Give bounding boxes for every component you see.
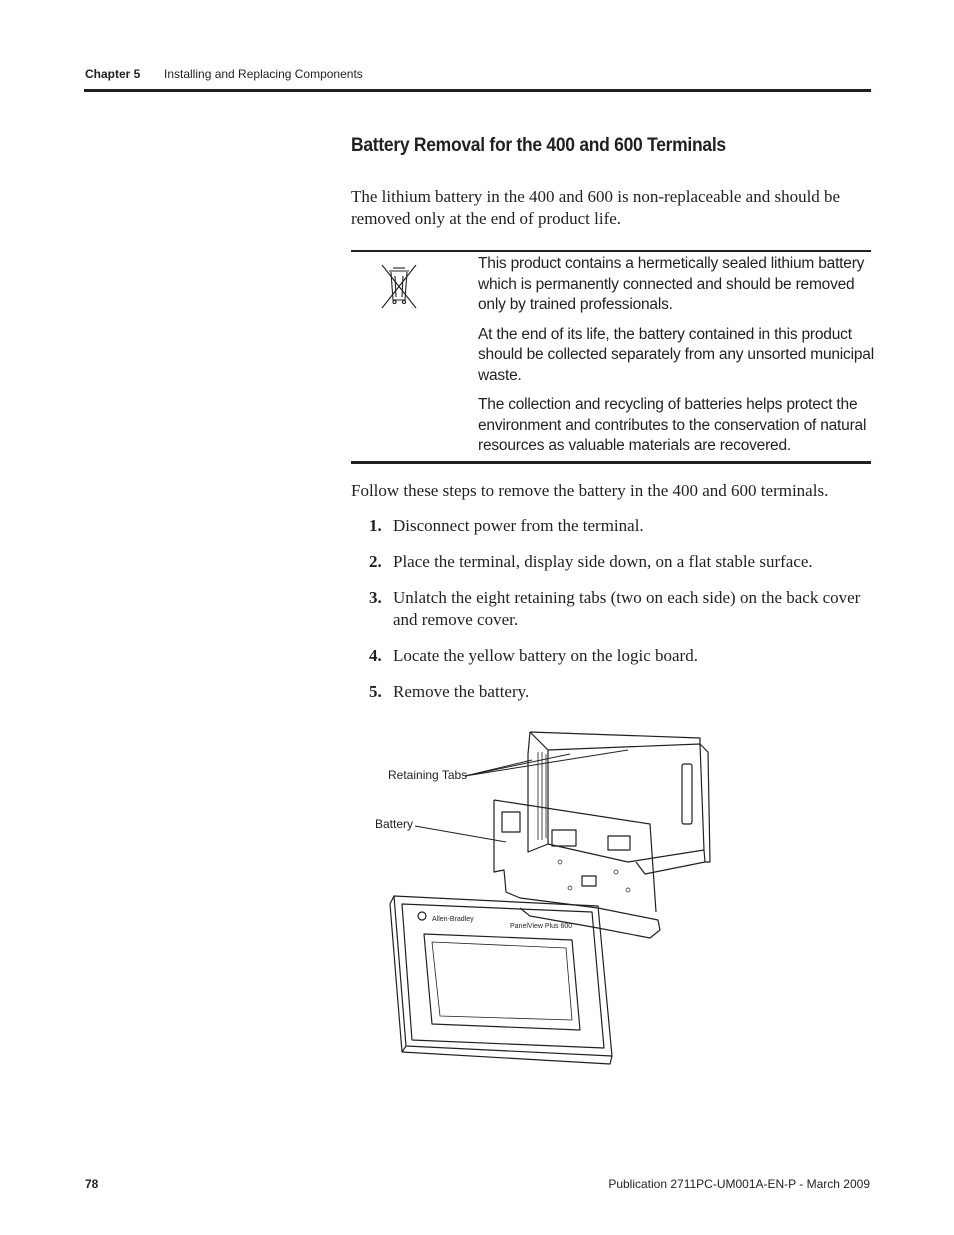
intro-paragraph: The lithium battery in the 400 and 600 is non-replaceable and should be removed only at the end of product life. <box>351 187 841 228</box>
list-item <box>369 551 874 573</box>
front-bezel <box>390 896 612 1064</box>
terminal-exploded-figure <box>370 712 720 1072</box>
battery-label: Battery <box>375 817 414 831</box>
step-text: Remove the battery. <box>393 682 530 701</box>
notice-bottom-rule <box>351 461 871 464</box>
section-title: Battery Removal for the 400 and 600 Terminals <box>351 135 726 156</box>
notice-paragraph: At the end of its life, the battery contained in this product should be collected separately from any unsorted municipal waste. <box>478 325 874 384</box>
step-text: Disconnect power from the terminal. <box>393 516 644 535</box>
crossed-out-bin-icon <box>380 264 418 310</box>
step-number: 1. <box>369 516 382 535</box>
page-number: 78 <box>85 1177 99 1191</box>
step-number: 2. <box>369 552 382 571</box>
step-number: 3. <box>369 588 382 607</box>
step-text: Unlatch the eight retaining tabs (two on each side) on the back cover and remove cover. <box>393 588 861 629</box>
procedure-steps <box>369 515 874 717</box>
model-text: PanelView Plus 600 <box>510 923 573 930</box>
leader-lines <box>415 750 628 842</box>
brand-text: Allen-Bradley <box>432 916 474 923</box>
publication-info: Publication 2711PC-UM001A-EN-P - March 2009 <box>608 1177 870 1191</box>
notice-paragraph: This product contains a hermetically sealed lithium battery which is permanently connected and should be removed only by trained professionals. <box>478 255 865 313</box>
retaining-tabs-label: Retaining Tabs <box>388 768 468 782</box>
running-header <box>85 67 363 81</box>
procedure-lead: Follow these steps to remove the battery in the 400 and 600 terminals. <box>351 481 829 500</box>
logic-board <box>494 800 660 938</box>
list-item <box>369 587 874 631</box>
chapter-title: Installing and Replacing Components <box>164 67 363 81</box>
step-text: Place the terminal, display side down, on a flat stable surface. <box>393 552 813 571</box>
header-rule <box>84 89 871 92</box>
list-item <box>369 681 874 703</box>
notice-text <box>478 254 874 466</box>
list-item <box>369 645 874 667</box>
back-cover <box>528 732 710 874</box>
step-number: 4. <box>369 646 382 665</box>
step-text: Locate the yellow battery on the logic board. <box>393 646 698 665</box>
list-item <box>369 515 874 537</box>
notice-top-rule <box>351 250 871 252</box>
step-number: 5. <box>369 682 382 701</box>
chapter-number: Chapter 5 <box>85 67 141 81</box>
notice-paragraph: The collection and recycling of batteries helps protect the environment and contributes to the conservation of natural resources as valuable materials are recovered. <box>478 396 867 454</box>
